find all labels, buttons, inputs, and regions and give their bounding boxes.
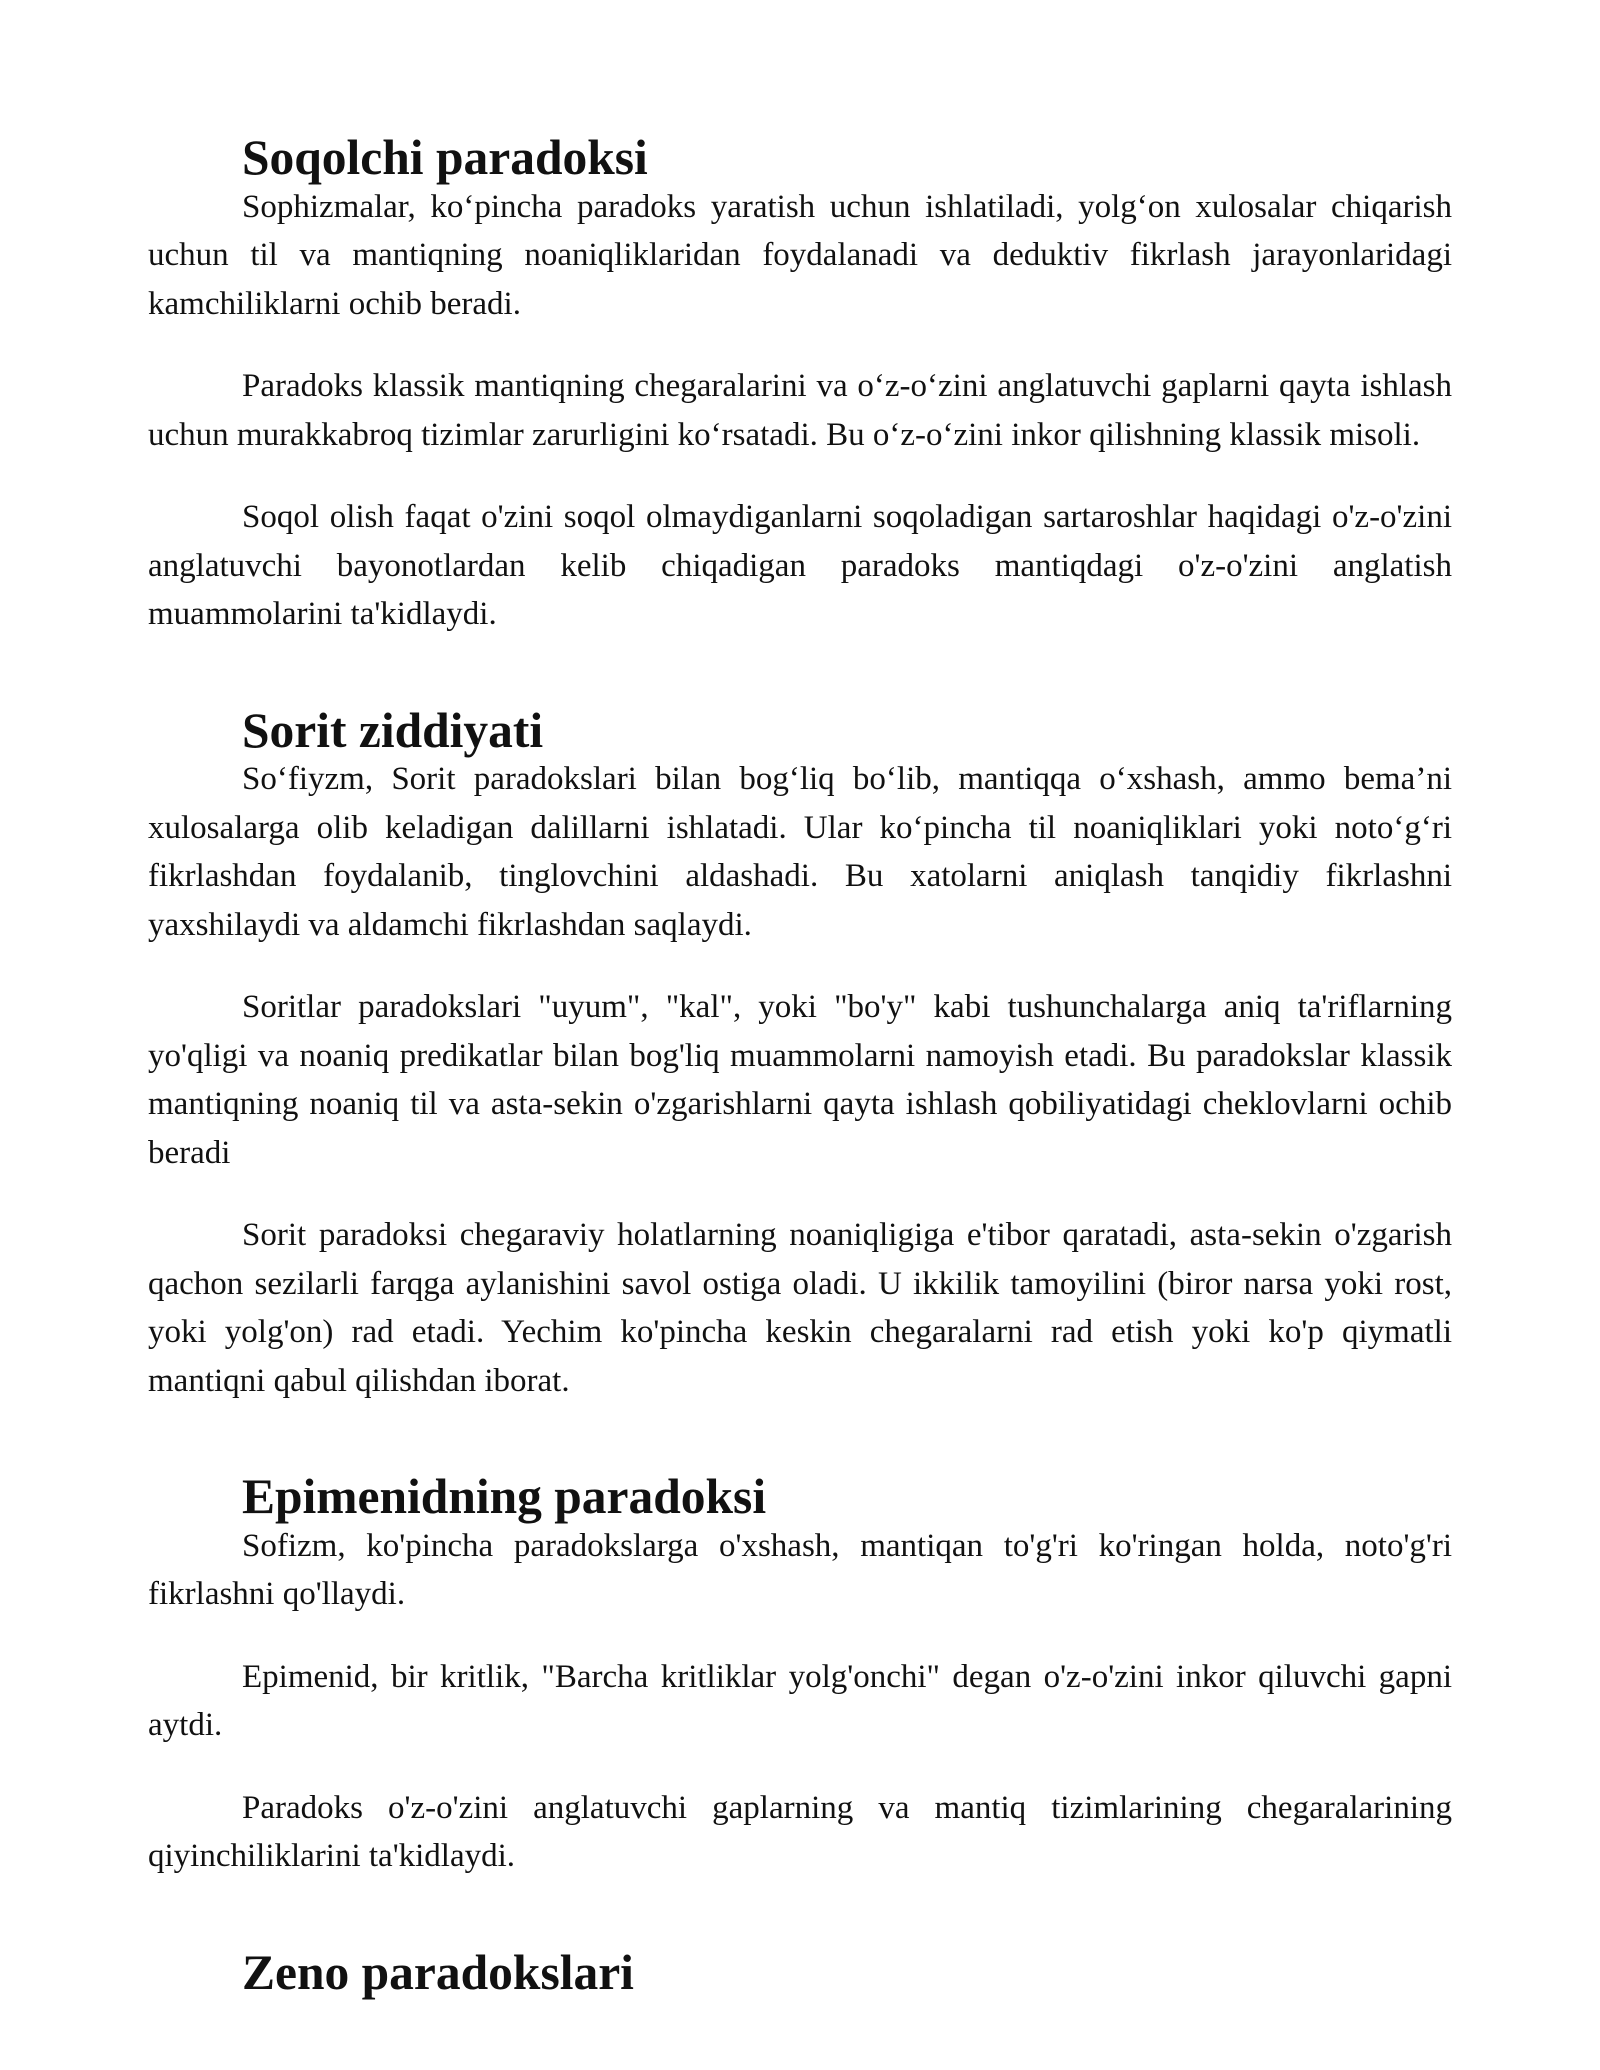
section-spacer bbox=[148, 1439, 1452, 1473]
paragraph: Paradoks klassik mantiqning chegaralarini va o‘z-o‘zini anglatuvchi gaplarni qayta ishlash uchun murakkabroq tizimlar zarurligini ko‘rsatadi. Bu o‘z-o‘zini inkor qilishning klassik misoli. bbox=[148, 368, 1452, 453]
paragraph: Soritlar paradokslari "uyum", "kal", yoki "bo'y" kabi tushunchalarga aniq ta'riflarning yo'qligi va noaniq predikatlar bilan bog'liq muammolarni namoyish etadi. Bu paradokslar klassik mantiqning noaniq til va asta-sekin o'zgarishlarni qayta ishlash qobiliyatidagi cheklovlarni ochib beradi bbox=[148, 989, 1452, 1171]
paragraph: Sophizmalar, ko‘pincha paradoks yaratish uchun ishlatiladi, yolg‘on xulosalar chiqarish uchun til va mantiqning noaniqliklaridan foydalanadi va deduktiv fikrlash jarayonlaridagi kamchiliklarni ochib beradi. bbox=[148, 188, 1452, 322]
paragraph: Paradoks o'z-o'zini anglatuvchi gaplarning va mantiq tizimlarining chegaralarining qiyinchiliklarini ta'kidlaydi. bbox=[148, 1789, 1452, 1874]
section-heading: Soqolchi paradoksi bbox=[242, 130, 648, 185]
document-page bbox=[148, 130, 1452, 2000]
paragraph: Sorit paradoksi chegaraviy holatlarning noaniqligiga e'tibor qaratadi, asta-sekin o'zgarish qachon sezilarli farqga aylanishini savol ostiga oladi. U ikkilik tamoyilini (biror narsa yoki rost, yoki yolg'on) rad etadi. Yechim ko'pincha keskin chegaralarni rad etish yoki ko'p qiymatli mantiqni qabul qilishdan iborat. bbox=[148, 1217, 1452, 1399]
paragraph: Epimenid, bir kritlik, "Barcha kritliklar yolg'onchi" degan o'z-o'zini inkor qiluvchi gapni aytdi. bbox=[148, 1658, 1452, 1743]
paragraph: Soqol olish faqat o'zini soqol olmaydiganlarni soqoladigan sartaroshlar haqidagi o'z-o'zini anglatuvchi bayonotlardan kelib chiqadigan paradoks mantiqdagi o'z-o'zini anglatish muammolarini ta'kidlaydi. bbox=[148, 499, 1452, 632]
paragraph: Sofizm, ko'pincha paradokslarga o'xshash, mantiqan to'g'ri ko'ringan holda, noto'g'ri fikrlashni qo'llaydi. bbox=[148, 1527, 1452, 1612]
section-spacer bbox=[148, 673, 1452, 707]
section-heading: Epimenidning paradoksi bbox=[242, 1469, 767, 1524]
paragraph: So‘fiyzm, Sorit paradokslari bilan bog‘liq bo‘lib, mantiqqa o‘xshash, ammo bema’ni xulosalarga olib keladigan dalillarni ishlatadi. Ular ko‘pincha til noaniqliklari yoki noto‘g‘ri fikrlashdan foydalanib, tinglovchini aldashadi. Bu xatolarni aniqlash tanqidiy fikrlashni yaxshilaydi va aldamchi fikrlashdan saqlaydi. bbox=[148, 761, 1452, 943]
section-spacer bbox=[148, 1915, 1452, 1949]
section-heading: Zeno paradokslari bbox=[242, 1944, 634, 2000]
section-heading: Sorit ziddiyati bbox=[242, 702, 544, 758]
